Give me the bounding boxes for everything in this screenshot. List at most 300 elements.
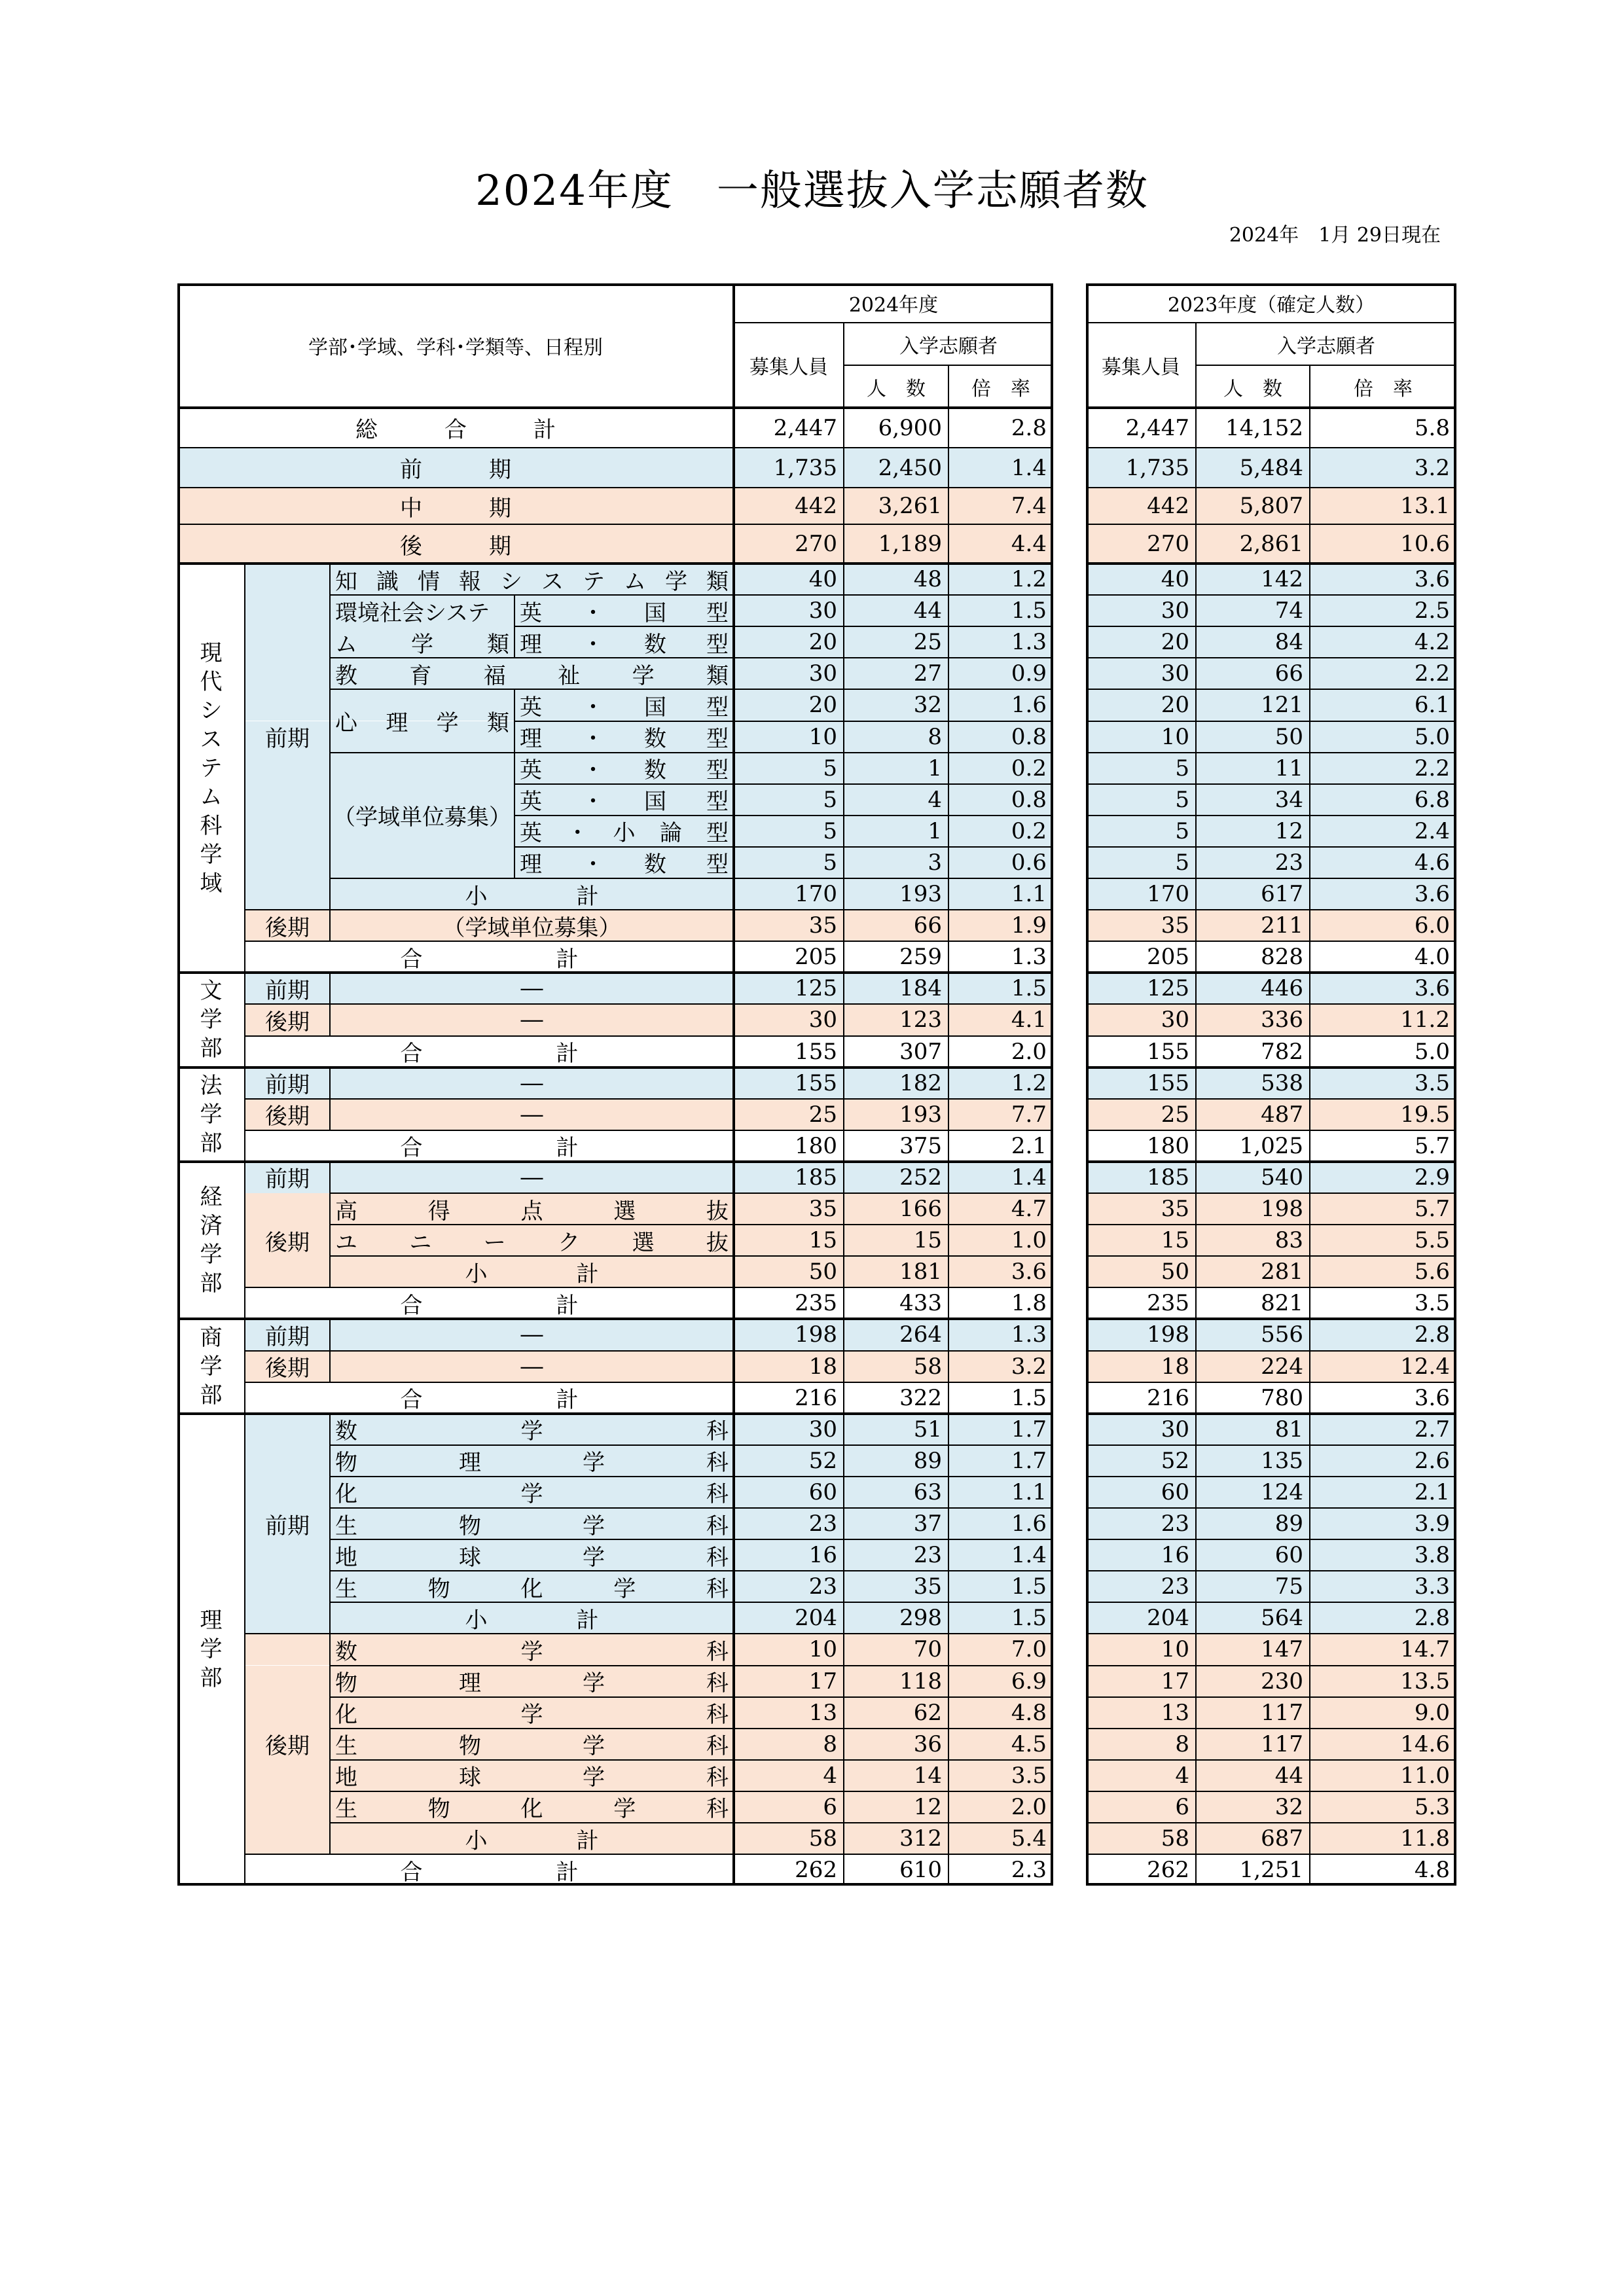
value-cell: 58 <box>913 1353 942 1380</box>
grid-line <box>1086 406 1456 409</box>
value-cell: 117 <box>1261 1731 1303 1757</box>
value-cell: 204 <box>1147 1605 1189 1632</box>
char: 学 <box>200 1636 223 1663</box>
value-cell: 185 <box>1147 1164 1189 1191</box>
value-cell: 11.0 <box>1400 1762 1450 1789</box>
char: ム <box>200 783 223 810</box>
value-cell: 3.8 <box>1414 1542 1450 1569</box>
char: 抜 <box>706 1198 729 1225</box>
char: 学 <box>583 1450 605 1477</box>
value-cell: 1,735 <box>773 454 837 481</box>
value-cell: 58 <box>808 1825 837 1852</box>
applicants-header: 入学志願者 <box>899 334 998 358</box>
char: 理 <box>459 1670 481 1697</box>
value-cell: 780 <box>1261 1384 1303 1411</box>
value-cell: 36 <box>913 1731 942 1757</box>
value-cell: 307 <box>899 1038 942 1065</box>
value-cell: 2.8 <box>1011 414 1047 441</box>
zenki-label: 前期 <box>265 1072 310 1099</box>
grid-line <box>514 815 1053 816</box>
value-cell: 259 <box>899 944 942 971</box>
value-cell: 75 <box>1274 1573 1303 1600</box>
grid-line <box>1195 323 1197 1886</box>
value-cell: 3.6 <box>1414 566 1450 593</box>
value-cell: 281 <box>1261 1259 1303 1285</box>
value-cell: 12 <box>913 1793 942 1820</box>
value-cell: 13.1 <box>1400 493 1450 519</box>
value-cell: 58 <box>1161 1825 1189 1852</box>
value-cell: 30 <box>808 598 837 624</box>
value-cell: 1.2 <box>1011 1069 1047 1096</box>
value-cell: 89 <box>1274 1511 1303 1537</box>
value-cell: 16 <box>808 1542 837 1569</box>
value-cell: 262 <box>1147 1857 1189 1884</box>
char: 物 <box>459 1513 481 1539</box>
grid-line <box>1086 524 1456 525</box>
value-cell: 30 <box>808 1007 837 1033</box>
gakuiki-unit: （学域単位募集） <box>442 914 621 941</box>
value-cell: 142 <box>1261 566 1303 593</box>
char: 学 <box>632 662 655 689</box>
count-header: 人 数 <box>867 377 926 401</box>
value-cell: 782 <box>1261 1038 1303 1065</box>
value-cell: 12.4 <box>1400 1353 1450 1380</box>
char: ・ <box>566 820 589 847</box>
char: 英 <box>520 820 542 847</box>
char: 生 <box>335 1575 357 1602</box>
grid-line <box>1086 1255 1456 1257</box>
grid-line <box>330 1476 1053 1477</box>
value-cell: 821 <box>1261 1290 1303 1317</box>
value-cell: 336 <box>1261 1007 1303 1033</box>
value-cell: 2.8 <box>1414 1605 1450 1632</box>
value-cell: 230 <box>1261 1668 1303 1695</box>
grid-line <box>245 1287 1053 1288</box>
value-cell: 5.6 <box>1414 1259 1450 1285</box>
value-cell: 20 <box>808 629 837 656</box>
char: 現 <box>200 639 223 666</box>
char: 部 <box>200 1035 223 1062</box>
grid-line <box>1086 1728 1456 1729</box>
grid-line <box>330 689 1053 690</box>
value-cell: 6 <box>1175 1793 1189 1820</box>
value-cell: 74 <box>1274 598 1303 624</box>
value-cell: 35 <box>808 1196 837 1223</box>
char: 類 <box>706 568 729 595</box>
value-cell: 181 <box>899 1259 942 1285</box>
grid-line <box>330 1193 1053 1194</box>
grid-line <box>330 657 1053 658</box>
grid-line <box>1086 1665 1456 1666</box>
value-cell: 0.8 <box>1011 723 1047 750</box>
char: テ <box>200 755 223 781</box>
value-cell: 5.5 <box>1414 1227 1450 1254</box>
summary-label-grand_total: 総 合 計 <box>355 417 556 443</box>
page-title: 2024年度 一般選抜入学志願者数 <box>475 167 1149 215</box>
grid-line <box>1086 322 1456 323</box>
grid-line <box>1086 1098 1456 1100</box>
value-cell: 264 <box>899 1321 942 1348</box>
value-cell: 5 <box>823 817 837 844</box>
value-cell: 35 <box>1161 1196 1189 1223</box>
grid-line <box>330 1224 1053 1225</box>
value-cell: 2.1 <box>1414 1479 1450 1505</box>
grid-line <box>245 941 1053 942</box>
value-cell: 18 <box>1161 1353 1189 1380</box>
value-cell: 216 <box>1147 1384 1189 1411</box>
char: 理 <box>520 631 542 658</box>
value-cell: 235 <box>795 1290 837 1317</box>
grid-line <box>1086 1507 1456 1509</box>
char: 育 <box>409 662 432 689</box>
value-cell: 155 <box>1147 1038 1189 1065</box>
value-cell: 1,735 <box>1125 454 1189 481</box>
grid-line <box>1086 878 1456 879</box>
value-cell: 5 <box>1175 755 1189 781</box>
grid-line <box>177 524 1053 525</box>
value-cell: 3.3 <box>1414 1573 1450 1600</box>
value-cell: 5.4 <box>1011 1825 1047 1852</box>
value-cell: 235 <box>1147 1290 1189 1317</box>
grid-line <box>1086 487 1456 488</box>
char: 教 <box>335 662 357 689</box>
grid-line <box>177 447 1053 448</box>
grid-line <box>1086 1539 1456 1540</box>
grid-line <box>329 973 331 1035</box>
total-label: 合 計 <box>400 1041 579 1067</box>
ratio-header: 倍 率 <box>971 377 1030 401</box>
char: ユ <box>335 1229 357 1256</box>
char: 生 <box>335 1796 357 1823</box>
char: 型 <box>706 631 729 658</box>
grid-line <box>1086 1193 1456 1194</box>
value-cell: 5 <box>823 755 837 781</box>
grid-line <box>1086 1759 1456 1761</box>
value-cell: 37 <box>913 1511 942 1537</box>
grid-line <box>1086 752 1456 753</box>
char: 化 <box>520 1796 543 1823</box>
value-cell: 5 <box>1175 817 1189 844</box>
year-2024-header: 2024年度 <box>848 294 939 317</box>
grid-line <box>330 1255 1053 1257</box>
value-cell: 20 <box>1161 629 1189 656</box>
char: ・ <box>582 726 604 753</box>
char: 数 <box>335 1418 357 1445</box>
value-cell: 60 <box>808 1479 837 1505</box>
value-cell: 2,447 <box>773 414 837 441</box>
char: 科 <box>706 1796 729 1823</box>
char: 福 <box>483 662 506 689</box>
value-cell: 5,484 <box>1239 454 1303 481</box>
char: 商 <box>200 1324 223 1351</box>
char: ニ <box>409 1229 432 1256</box>
grid-line <box>1086 1160 1456 1163</box>
value-cell: 298 <box>899 1605 942 1632</box>
char: 学 <box>200 841 223 868</box>
value-cell: 3.5 <box>1414 1069 1450 1096</box>
value-cell: 2.3 <box>1011 1857 1047 1884</box>
value-cell: 23 <box>808 1573 837 1600</box>
char: 学 <box>520 1638 543 1665</box>
char: 科 <box>706 1733 729 1760</box>
char: 祉 <box>558 662 581 689</box>
grid-line <box>177 1066 1053 1069</box>
value-cell: 32 <box>1274 1793 1303 1820</box>
char: 学 <box>520 1481 543 1508</box>
grid-line <box>329 564 331 941</box>
grid-line <box>948 365 949 1886</box>
value-cell: 60 <box>1161 1479 1189 1505</box>
char: 部 <box>200 1270 223 1297</box>
subtotal-label: 小 計 <box>465 1827 599 1854</box>
char: 生 <box>335 1513 357 1539</box>
char: 数 <box>644 631 666 658</box>
value-cell: 3.6 <box>1414 975 1450 1002</box>
grid-line <box>330 1539 1053 1540</box>
dash: ― <box>520 1164 543 1191</box>
char: ー <box>483 1229 506 1256</box>
value-cell: 1.9 <box>1011 912 1047 939</box>
char: 学 <box>436 709 459 736</box>
value-cell: 23 <box>913 1542 942 1569</box>
value-cell: 50 <box>808 1259 837 1285</box>
char: 理 <box>200 1607 223 1634</box>
as-of-date: 2024年 1月 29日現在 <box>1229 224 1441 247</box>
value-cell: 1.4 <box>1011 454 1047 481</box>
char: 理 <box>520 726 542 753</box>
value-cell: 4.6 <box>1414 849 1450 876</box>
value-cell: 0.2 <box>1011 817 1047 844</box>
value-cell: 155 <box>1147 1069 1189 1096</box>
char: ス <box>200 726 223 753</box>
char: 抜 <box>706 1229 729 1256</box>
value-cell: 15 <box>1161 1227 1189 1254</box>
char: 型 <box>706 820 729 847</box>
value-cell: 30 <box>1161 660 1189 687</box>
char: 理 <box>386 709 408 736</box>
value-cell: 10 <box>1161 723 1189 750</box>
category-header: 学部･学域、学科･学類等、日程別 <box>308 336 603 359</box>
dash: ― <box>520 1321 543 1348</box>
value-cell: 204 <box>795 1605 837 1632</box>
char: 数 <box>335 1638 357 1665</box>
char: 学 <box>520 1702 543 1729</box>
value-cell: 3 <box>928 849 942 876</box>
grid-line <box>1086 846 1456 848</box>
value-cell: 147 <box>1261 1636 1303 1663</box>
value-cell: 10 <box>808 723 837 750</box>
total-label: 合 計 <box>400 1859 579 1886</box>
applicants-table <box>177 283 1456 1911</box>
value-cell: 32 <box>913 692 942 719</box>
value-cell: 1.5 <box>1011 1573 1047 1600</box>
char: 国 <box>644 600 666 626</box>
grid-line <box>1086 1696 1456 1698</box>
value-cell: 23 <box>1161 1573 1189 1600</box>
value-cell: 17 <box>808 1668 837 1695</box>
char: 型 <box>706 726 729 753</box>
char: 英 <box>520 600 542 626</box>
grid-line <box>1086 1382 1456 1383</box>
char: 学 <box>583 1670 605 1697</box>
value-cell: 1.5 <box>1011 1384 1047 1411</box>
value-cell: 15 <box>808 1227 837 1254</box>
value-cell: 205 <box>795 944 837 971</box>
summary-label-chuki: 中 期 <box>400 495 511 522</box>
value-cell: 2.5 <box>1414 598 1450 624</box>
value-cell: 124 <box>1261 1479 1303 1505</box>
char: ・ <box>582 694 604 721</box>
value-cell: 23 <box>808 1511 837 1537</box>
char: 科 <box>706 1513 729 1539</box>
value-cell: 16 <box>1161 1542 1189 1569</box>
grid-line <box>330 1728 1053 1729</box>
value-cell: 118 <box>899 1668 942 1695</box>
value-cell: 6.0 <box>1414 912 1450 939</box>
dash: ― <box>520 1353 543 1380</box>
value-cell: 262 <box>795 1857 837 1884</box>
char: 科 <box>706 1544 729 1571</box>
char: 経 <box>200 1184 223 1211</box>
value-cell: 1.5 <box>1011 598 1047 624</box>
value-cell: 185 <box>795 1164 837 1191</box>
value-cell: 52 <box>1161 1447 1189 1474</box>
char: 学 <box>613 1575 636 1602</box>
value-cell: 0.2 <box>1011 755 1047 781</box>
value-cell: 180 <box>1147 1132 1189 1159</box>
char: 物 <box>427 1796 450 1823</box>
value-cell: 11.8 <box>1400 1825 1450 1852</box>
grid-line <box>245 1350 1053 1352</box>
char: ク <box>558 1229 581 1256</box>
value-cell: 1.7 <box>1011 1447 1047 1474</box>
value-cell: 2.2 <box>1414 660 1450 687</box>
grid-line <box>177 406 1053 409</box>
char: 英 <box>520 757 542 784</box>
value-cell: 123 <box>899 1007 942 1033</box>
char: シ <box>500 568 522 595</box>
value-cell: 51 <box>913 1416 942 1443</box>
value-cell: 12 <box>1274 817 1303 844</box>
grid-line <box>177 1318 1053 1320</box>
value-cell: 828 <box>1261 944 1303 971</box>
value-cell: 14.7 <box>1400 1636 1450 1663</box>
value-cell: 4 <box>823 1762 837 1789</box>
value-cell: 20 <box>1161 692 1189 719</box>
value-cell: 5.7 <box>1414 1196 1450 1223</box>
value-cell: 14.6 <box>1400 1731 1450 1757</box>
grid-line <box>329 1067 331 1130</box>
value-cell: 2,450 <box>878 454 942 481</box>
char: 選 <box>632 1229 655 1256</box>
char: 理 <box>459 1450 481 1477</box>
value-cell: 1.7 <box>1011 1416 1047 1443</box>
grid-line <box>1086 1570 1456 1571</box>
value-cell: 121 <box>1261 692 1303 719</box>
value-cell: 30 <box>1161 1416 1189 1443</box>
value-cell: 125 <box>1147 975 1189 1002</box>
value-cell: 2.0 <box>1011 1793 1047 1820</box>
grid-line <box>1086 1287 1456 1288</box>
char: 法 <box>200 1072 223 1099</box>
value-cell: 81 <box>1274 1416 1303 1443</box>
zenki-label: 前期 <box>265 1166 310 1193</box>
grid-line <box>1086 1130 1456 1131</box>
char: 生 <box>335 1733 357 1760</box>
char: ス <box>541 568 564 595</box>
value-cell: 487 <box>1261 1101 1303 1128</box>
char: 学 <box>583 1733 605 1760</box>
char: 学 <box>200 1007 223 1033</box>
value-cell: 6,900 <box>878 414 942 441</box>
summary-label-kouki: 後 期 <box>400 533 511 560</box>
grid-line <box>245 1633 1053 1634</box>
value-cell: 184 <box>899 975 942 1002</box>
grid-line <box>1086 941 1456 942</box>
char: 科 <box>706 1418 729 1445</box>
grid-line <box>1086 657 1456 658</box>
grid-line <box>177 1412 1053 1415</box>
value-cell: 1,025 <box>1239 1132 1303 1159</box>
value-cell: 1.1 <box>1011 881 1047 908</box>
grid-line <box>1086 1412 1456 1415</box>
value-cell: 10.6 <box>1400 531 1450 557</box>
char: 科 <box>706 1702 729 1729</box>
value-cell: 125 <box>795 975 837 1002</box>
value-cell: 20 <box>808 692 837 719</box>
char: 学 <box>613 1796 636 1823</box>
value-cell: 10 <box>808 1636 837 1663</box>
dash: ― <box>520 1101 543 1128</box>
value-cell: 14 <box>913 1762 942 1789</box>
year-2023-header: 2023年度（確定人数） <box>1167 294 1375 317</box>
value-cell: 170 <box>1147 881 1189 908</box>
value-cell: 44 <box>913 598 942 624</box>
char: 選 <box>613 1198 636 1225</box>
value-cell: 6.8 <box>1414 786 1450 813</box>
value-cell: 4.8 <box>1414 1857 1450 1884</box>
value-cell: 170 <box>795 881 837 908</box>
char: テ <box>583 568 605 595</box>
grid-line <box>1086 1633 1456 1634</box>
grid-line <box>1086 1224 1456 1225</box>
value-cell: 198 <box>795 1321 837 1348</box>
value-cell: 312 <box>899 1825 942 1852</box>
char: 化 <box>335 1702 357 1729</box>
char: 学 <box>411 631 433 658</box>
char: 理 <box>520 852 542 878</box>
value-cell: 84 <box>1274 629 1303 656</box>
value-cell: 180 <box>795 1132 837 1159</box>
grid-line <box>1086 783 1456 785</box>
value-cell: 322 <box>899 1384 942 1411</box>
char: 数 <box>644 852 666 878</box>
char: 学 <box>520 1418 543 1445</box>
char: 学 <box>665 568 687 595</box>
value-cell: 35 <box>1161 912 1189 939</box>
value-cell: 1.5 <box>1011 1605 1047 1632</box>
value-cell: 17 <box>1161 1668 1189 1695</box>
value-cell: 617 <box>1261 881 1303 908</box>
dash: ― <box>520 1069 543 1096</box>
grid-line <box>330 1759 1053 1761</box>
grid-line <box>177 1160 1053 1163</box>
value-cell: 27 <box>913 660 942 687</box>
value-cell: 3.5 <box>1011 1762 1047 1789</box>
grid-line <box>244 564 245 1886</box>
char: 学 <box>200 1242 223 1268</box>
value-cell: 3.5 <box>1414 1290 1450 1317</box>
